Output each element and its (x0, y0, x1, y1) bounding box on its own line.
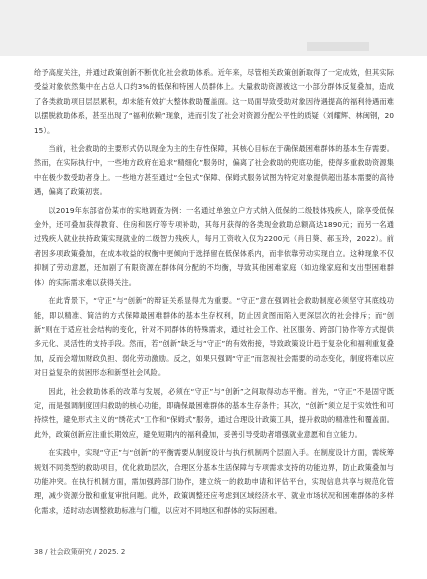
header-mark (307, 42, 369, 51)
page-number: 38 (34, 548, 43, 556)
journal-name: 社会政策研究 (49, 548, 92, 556)
article-body (34, 66, 394, 522)
page-footer (34, 547, 125, 557)
body-paragraph: 在实践中，实现“守正”与“创新”的平衡需要从制度设计与执行机制两个层面入手。在制度设计方面，需统筹规划不同类型的救助项目，优化救助层次，合理区分基本生活保障与专项需求支持的功能边界，防止政策叠加与功能冲突。在执行机制方面，需加强跨部门协作，建立统一的救助申请和评估平台，实现信息共享与规范化管理，减少资源分散和重复审批问题。此外，政策调整还应考虑到区域经济水平、就业市场状况和困难群体的多样化需求，适时动态调整救助标准与门槛，以应对不同地区和群体的实际困难。 (34, 448, 394, 515)
body-paragraph: 给予高度关注，并通过政策创新不断优化社会救助体系。近年来，尽管相关政策创新取得了一定成效，但其实际受益对象依然集中在占总人口约3%的低保和特困人员群体上。大量救助资源被这一小部分群体反复叠加，造成了各类救助项目层层累积，却未能有效扩大整体救助覆盖面。这一局面导致受助对象因待遇提高的福利待遇而难以摆脱救助体系，甚至出现了“福利依赖”现象，进而引发了社会对资源分配公平性的质疑（刘耀辉、林闽钢，2015）。 (34, 68, 394, 135)
body-paragraph: 在此背景下，“守正”与“创新”的辩证关系显得尤为重要。“守正”意在强调社会救助制度必须坚守其底线功能，即以精准、简洁的方式保障最困难群体的基本生存权利，防止因贪图而陷入更深层次的社会排斥；而“创新”则在于适应社会结构的变化，针对不同群体的特殊需求，通过社会工作、社区服务、跨部门协作等方式提供多元化、灵活性的支持手段。然而，若“创新”缺乏与“守正”的有效衔接，导致政策设计趋于复杂化和福利重复叠加，反而会增加财政负担、弱化劳动激励。反之，如果只强调“守正”而忽视社会需要的动态变化，制度将难以应对日益复杂的贫困形态和新型社会风险。 (34, 296, 394, 378)
header-band (0, 0, 427, 56)
body-paragraph: 因此，社会救助体系的改革与发展，必须在“守正”与“创新”之间取得动态平衡。首先，“守正”不是固守既定，而是强调制度回归救助的核心功能，即确保最困难群体的基本生存条件；其次，“创新”须立足于实效性和可持续性，避免形式主义的“绣花式”工作和“保姆式”服务，通过合理设计政策工具，提升救助的精准性和覆盖面。此外，政策创新应注重长期效应，避免短期内的福利叠加，妥善引导受助者增强就业意愿和自立能力。 (34, 386, 394, 439)
journal-issue: 2025. 2 (98, 548, 126, 556)
footer-separator: / (93, 548, 97, 556)
body-paragraph: 以2019年东部省份某市的实地调查为例：一名通过单独立户方式纳入低保的二级肢体残疾人，除享受低保金外，还可叠加获得教育、住房和医疗等专项补助，其每月获得的各类现金救助总额高达1890元；而另一名通过残疾人就业扶持政策实现就业的二级智力残疾人，每月工资收入仅为2200元（肖日葵、郝玉玲，2022）。前者因多项政策叠加，在成本收益的权衡中更倾向于选择留在低保体系内，而非依靠劳动实现自立。这种现象不仅抑制了劳动意愿，还加剧了有限资源在群体间分配的不均衡，导致其他困难家庭（如边缘家庭和支出型困难群体）的实际需求难以获得关注。 (34, 205, 394, 287)
body-paragraph: 当前，社会救助的主要形式仍以现金为主的生存性保障，其核心目标在于确保最困难群体的基本生存需要。然而，在实际执行中，一些地方政府在追求“精细化”服务时，偏离了社会救助的兜底功能，使得多重救助资源集中在极少数受助者身上。一些地方甚至通过“全包式”保障、保姆式服务试图为特定对象提供超出基本需要的高待遇，偏离了政策初衷。 (34, 144, 394, 197)
footer-separator: / (45, 548, 48, 556)
